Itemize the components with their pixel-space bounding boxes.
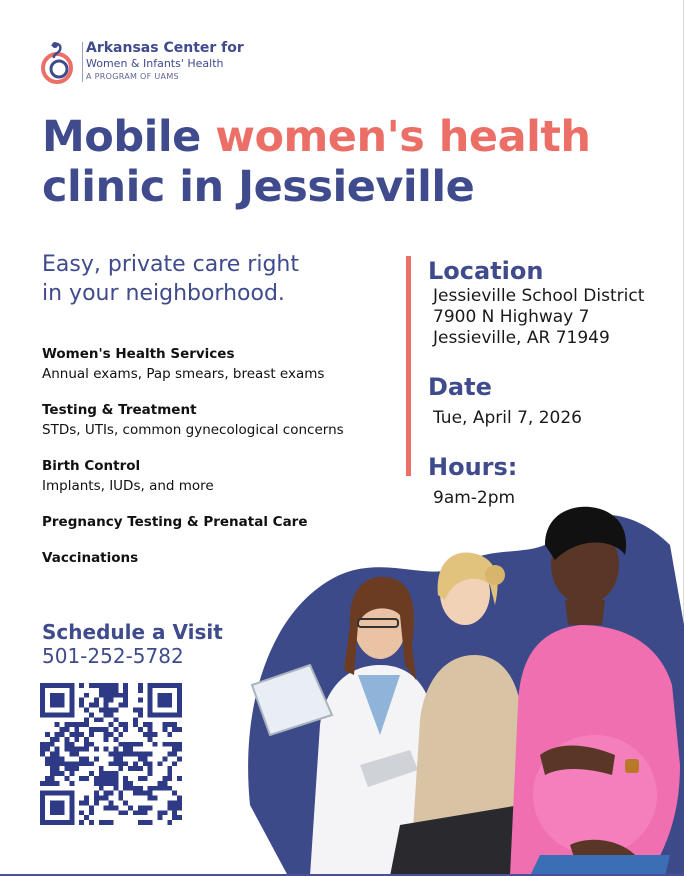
qr-finder-pattern [50, 693, 65, 708]
service-item [42, 457, 402, 497]
hours-heading: Hours: [428, 453, 518, 481]
clinic-photo-illustration [240, 505, 684, 876]
page-title [42, 112, 662, 212]
location-line3: Jessieville, AR 71949 [433, 328, 610, 348]
hours-value: 9am-2pm [433, 488, 516, 508]
logo-name-line1: Arkansas Center for [86, 40, 244, 56]
service-item [42, 345, 402, 385]
schedule-heading: Schedule a Visit [42, 620, 223, 644]
tagline-line1: Easy, private care right [42, 252, 299, 277]
service-title: Testing & Treatment [42, 402, 197, 418]
logo-name-line2: Women & Infants' Health [86, 57, 224, 70]
service-item [42, 401, 402, 441]
location-line1: Jessieville School District [433, 286, 645, 306]
service-title: Women's Health Services [42, 346, 235, 362]
service-title: Birth Control [42, 458, 141, 474]
hours-block [428, 452, 668, 509]
location-heading: Location [428, 257, 544, 285]
date-value: Tue, April 7, 2026 [433, 408, 582, 428]
qr-code[interactable] [40, 683, 182, 825]
service-description: STDs, UTIs, common gynecological concerns [42, 422, 344, 438]
schedule-phone[interactable]: 501-252-5782 [42, 644, 184, 668]
date-block [428, 372, 668, 429]
accent-bar [406, 256, 411, 476]
organization-logo [40, 38, 280, 88]
service-title: Pregnancy Testing & Prenatal Care [42, 514, 308, 530]
qr-finder-pattern [50, 801, 65, 816]
title-accent: women's health [215, 112, 591, 162]
location-block [428, 256, 668, 349]
title-part1: Mobile [42, 112, 216, 162]
title-part3: clinic in Jessieville [42, 162, 475, 212]
service-description: Implants, IUDs, and more [42, 478, 214, 494]
service-title: Vaccinations [42, 550, 139, 566]
logo-divider [82, 42, 83, 82]
logo-subtitle: A PROGRAM OF UAMS [86, 72, 179, 81]
tagline-line2: in your neighborhood. [42, 281, 285, 306]
date-heading: Date [428, 373, 492, 401]
qr-finder-pattern [158, 693, 173, 708]
mother-child-logo-icon [40, 38, 76, 86]
location-line2: 7900 N Highway 7 [433, 307, 590, 327]
tagline [42, 250, 372, 308]
service-description: Annual exams, Pap smears, breast exams [42, 366, 325, 382]
